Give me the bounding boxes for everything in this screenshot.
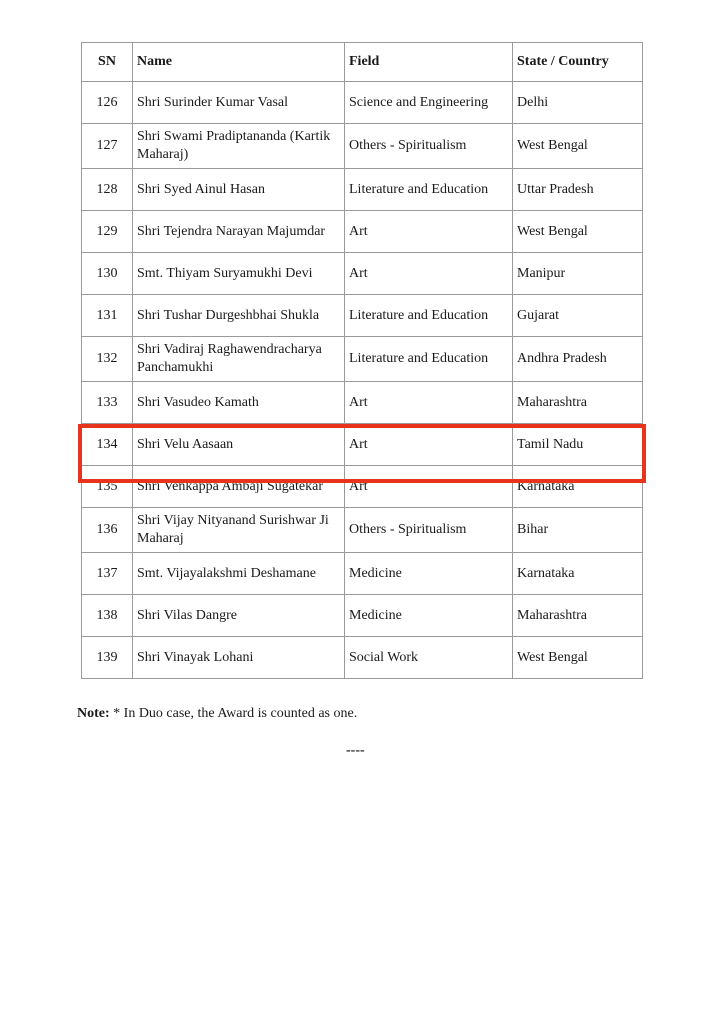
cell-field: Art (345, 466, 513, 508)
cell-field: Literature and Education (345, 169, 513, 211)
cell-state: Manipur (513, 253, 643, 295)
cell-field: Others - Spiritualism (345, 124, 513, 169)
cell-field: Art (345, 211, 513, 253)
cell-sn: 133 (82, 382, 133, 424)
cell-state: Gujarat (513, 295, 643, 337)
cell-field: Literature and Education (345, 337, 513, 382)
cell-name: Shri Vadiraj Raghawendracharya Panchamukhi (133, 337, 345, 382)
cell-state: Uttar Pradesh (513, 169, 643, 211)
cell-sn: 138 (82, 595, 133, 637)
cell-field: Science and Engineering (345, 82, 513, 124)
cell-sn: 136 (82, 508, 133, 553)
header-sn: SN (82, 43, 133, 82)
cell-sn: 132 (82, 337, 133, 382)
note-label: Note: (77, 706, 110, 721)
cell-name: Smt. Vijayalakshmi Deshamane (133, 553, 345, 595)
cell-state: West Bengal (513, 211, 643, 253)
cell-name: Shri Vinayak Lohani (133, 637, 345, 679)
cell-state: West Bengal (513, 637, 643, 679)
cell-sn: 131 (82, 295, 133, 337)
cell-name: Shri Swami Pradiptananda (Kartik Maharaj) (133, 124, 345, 169)
table-row (82, 124, 643, 169)
table-row (82, 82, 643, 124)
cell-sn: 139 (82, 637, 133, 679)
table-row (82, 295, 643, 337)
cell-name: Shri Surinder Kumar Vasal (133, 82, 345, 124)
cell-sn: 134 (82, 424, 133, 466)
cell-state: Maharashtra (513, 382, 643, 424)
cell-field: Social Work (345, 637, 513, 679)
cell-name: Shri Tejendra Narayan Majumdar (133, 211, 345, 253)
table-row (82, 595, 643, 637)
cell-name: Shri Syed Ainul Hasan (133, 169, 345, 211)
table-row (82, 553, 643, 595)
cell-state: Karnataka (513, 466, 643, 508)
cell-state: Delhi (513, 82, 643, 124)
awardees-table (81, 42, 643, 679)
table-row (82, 337, 643, 382)
cell-field: Medicine (345, 553, 513, 595)
cell-sn: 128 (82, 169, 133, 211)
footnote (77, 706, 357, 722)
cell-name: Shri Vijay Nityanand Surishwar Ji Maharaj (133, 508, 345, 553)
note-text: * In Duo case, the Award is counted as one. (109, 706, 358, 721)
cell-sn: 135 (82, 466, 133, 508)
cell-name: Shri Vilas Dangre (133, 595, 345, 637)
cell-name: Shri Tushar Durgeshbhai Shukla (133, 295, 345, 337)
cell-field: Others - Spiritualism (345, 508, 513, 553)
header-field: Field (345, 43, 513, 82)
cell-state: Karnataka (513, 553, 643, 595)
cell-state: Bihar (513, 508, 643, 553)
cell-field: Art (345, 424, 513, 466)
cell-name: Smt. Thiyam Suryamukhi Devi (133, 253, 345, 295)
table-row-highlighted (82, 424, 643, 466)
cell-state: West Bengal (513, 124, 643, 169)
table-row (82, 211, 643, 253)
cell-name: Shri Venkappa Ambaji Sugatekar (133, 466, 345, 508)
table-row (82, 382, 643, 424)
cell-name: Shri Vasudeo Kamath (133, 382, 345, 424)
table-row (82, 253, 643, 295)
cell-field: Medicine (345, 595, 513, 637)
cell-field: Art (345, 382, 513, 424)
cell-sn: 130 (82, 253, 133, 295)
header-name: Name (133, 43, 345, 82)
cell-sn: 129 (82, 211, 133, 253)
table-row (82, 169, 643, 211)
end-marker: ---- (346, 743, 365, 758)
cell-field: Art (345, 253, 513, 295)
cell-name: Shri Velu Aasaan (133, 424, 345, 466)
cell-state: Maharashtra (513, 595, 643, 637)
cell-state: Tamil Nadu (513, 424, 643, 466)
cell-state: Andhra Pradesh (513, 337, 643, 382)
table-row (82, 637, 643, 679)
cell-sn: 126 (82, 82, 133, 124)
cell-sn: 127 (82, 124, 133, 169)
table-row (82, 466, 643, 508)
cell-field: Literature and Education (345, 295, 513, 337)
table-row (82, 508, 643, 553)
cell-sn: 137 (82, 553, 133, 595)
table-header-row (82, 43, 643, 82)
header-state: State / Country (513, 43, 643, 82)
